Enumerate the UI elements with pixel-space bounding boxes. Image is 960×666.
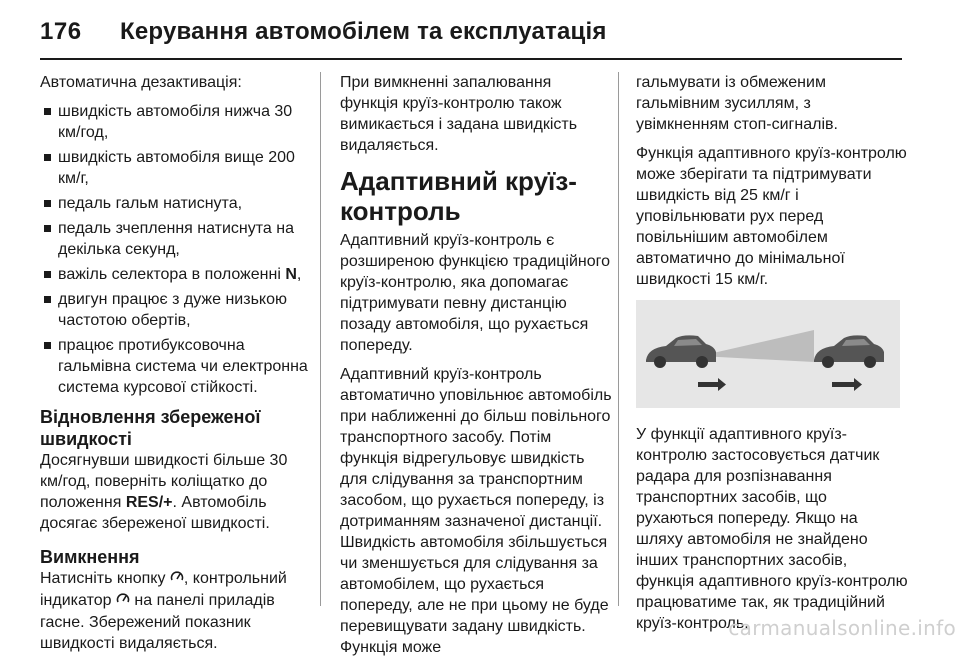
acc-paragraph-2: Адаптивний круїз-контроль автоматично уповільнює автомобіль при наближенні до більш повільного транспортного засобу. Потім функція відрегульовує швидкість для слідування за транспортним засобом, що рухається попереду, із дотриманням зазначеної дистанції. Швидкість автомобіля збільшується чи зменшується для слідування за автомобілем, що рухається попереду, але не при цьому не буде перевищувати задану швидкість. Функція може (340, 366, 612, 656)
column-divider-2 (618, 72, 619, 606)
column-divider-1 (320, 72, 321, 606)
list-item: педаль зчеплення натиснута на декілька секунд, (40, 218, 312, 260)
list-item: швидкість автомобіля нижча 30 км/год, (40, 101, 312, 143)
restore-heading: Відновлення збереженої швидкості (40, 407, 261, 449)
header-divider (40, 58, 902, 60)
list-item: педаль гальм натиснута, (40, 193, 312, 214)
column-1 (40, 72, 312, 662)
braking-paragraph: гальмувати із обмеженим гальмівним зусиллям, з увімкненням стоп-сигналів. (636, 74, 838, 133)
watermark: carmanualsonline.info (728, 616, 956, 640)
acc-illustration (636, 300, 900, 408)
deactivation-intro: Автоматична дезактивація: (40, 74, 242, 91)
direction-arrow-icon (832, 378, 862, 391)
res-label: RES/+ (125, 494, 173, 511)
off-text: на панелі приладів гасне. Збережений показник швидкості видаляється. (40, 592, 275, 652)
restore-paragraph (40, 450, 312, 534)
selector-suffix: , (296, 266, 302, 283)
list-item: двигун працює з дуже низькою частотою обертів, (40, 289, 312, 331)
off-paragraph (40, 568, 312, 654)
list-item (40, 264, 312, 285)
rear-car-icon (646, 335, 716, 368)
off-text: , контрольний індикатор (40, 570, 287, 609)
radar-paragraph: У функції адаптивного круїз-контролю застосовується датчик радара для розпізнавання транспортних засобів, що рухаються попереду. Якщо на шляху автомобіля не знайдено інших транспортних засобів, функція адаптивного круїз-контролю працюватиме так, як традиційний круїз-контроль. (636, 426, 908, 632)
selector-position: N (285, 266, 297, 283)
selector-text: важіль селектора в положенні (58, 266, 286, 283)
speed-range-paragraph: Функція адаптивного круїз-контролю може зберігати та підтримувати швидкість від 25 км/г і уповільнювати рух перед повільнішим автомобілем автоматично до мінімальної швидкості 15 км/г. (636, 145, 907, 288)
restore-text-end: . Автомобіль досягає збереженої швидкості. (40, 494, 270, 532)
front-car-icon (814, 335, 884, 368)
column-2 (340, 72, 612, 666)
deactivation-list (40, 101, 312, 398)
acc-heading: Адаптивний круїз-контроль (340, 166, 577, 226)
list-item: швидкість автомобіля вище 200 км/г, (40, 147, 312, 189)
page-title: Керування автомобілем та експлуатація (120, 18, 607, 45)
page-header (40, 14, 607, 50)
radar-beam-icon (700, 330, 814, 362)
page-number: 176 (40, 18, 82, 45)
ignition-paragraph: При вимкненні запалювання функція круїз-контролю також вимикається і задана швидкість видаляється. (340, 74, 578, 154)
acc-paragraph-1: Адаптивний круїз-контроль є розширеною функцією традиційного круїз-контролю, яка допомагає підтримувати певну дистанцію позаду автомобіля, що рухається попереду. (340, 232, 611, 354)
cruise-control-icon (116, 593, 130, 609)
cruise-control-icon (170, 571, 184, 587)
column-3 (636, 72, 908, 642)
off-text: Натисніть кнопку (40, 570, 170, 587)
off-heading: Вимкнення (40, 547, 140, 567)
direction-arrow-icon (698, 378, 726, 391)
list-item: працює протибуксовочна гальмівна система чи електронна система курсової стійкості. (40, 335, 312, 398)
restore-text: Досягнувши швидкості більше 30 км/год, поверніть коліщатко до положення (40, 452, 288, 511)
